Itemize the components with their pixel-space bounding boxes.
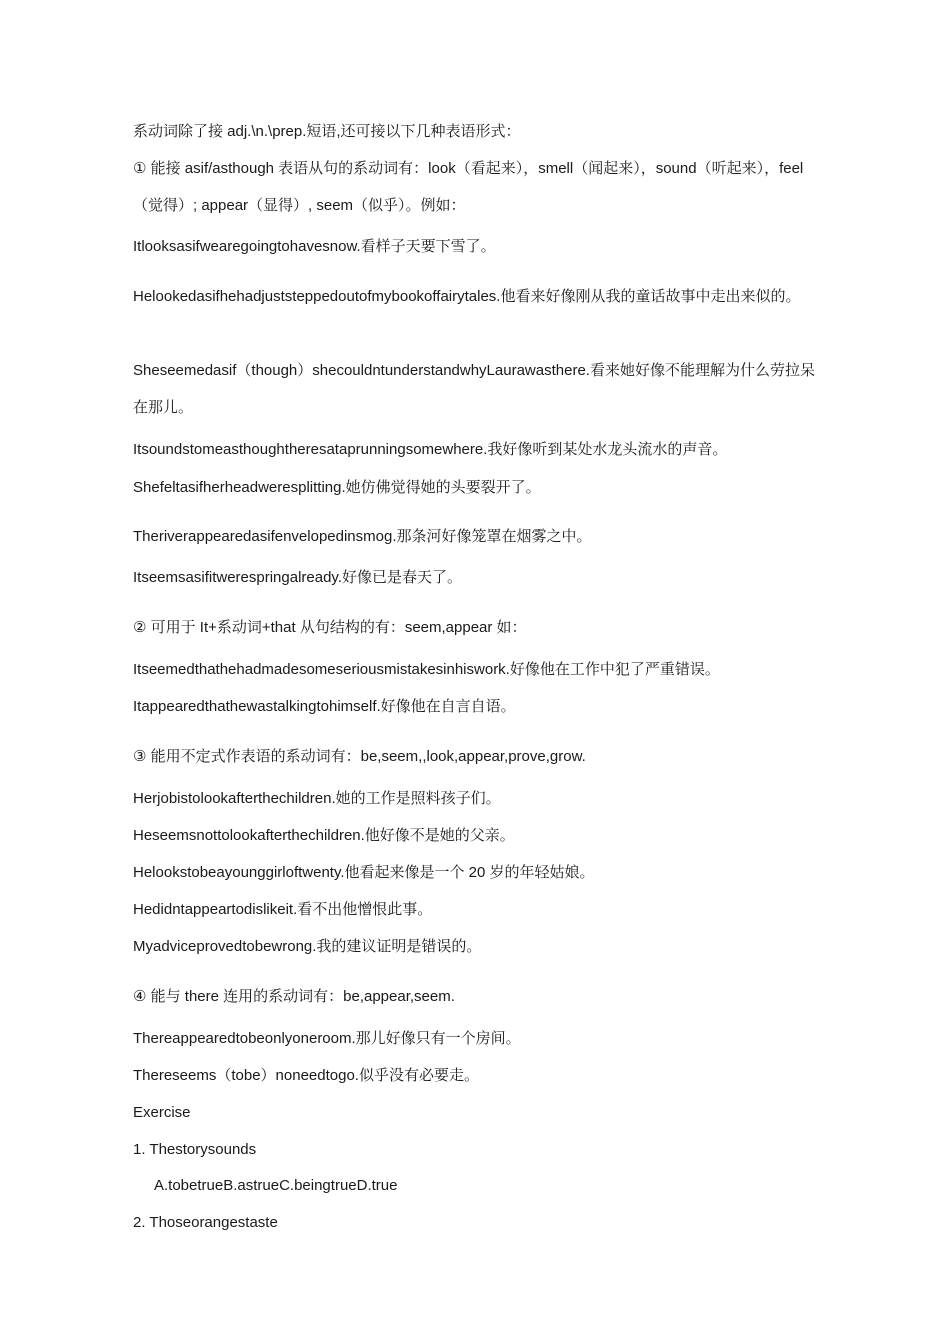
exercise-options-1: A.tobetrueB.astrueC.beingtrueD.true	[154, 1177, 398, 1194]
rule-3-heading: ③ 能用不定式作表语的系动词有：be,seem,,look,appear,prove,grow.	[133, 748, 586, 765]
example-line: Herjobistolookafterthechildren.她的工作是照料孩子们。	[133, 790, 501, 807]
intro-line: 系动词除了接 adj.\n.\prep.短语,还可接以下几种表语形式：	[133, 123, 521, 140]
example-line: Hedidntappeartodislikeit.看不出他憎恨此事。	[133, 901, 433, 918]
example-line: Helookstobeayounggirloftwenty.他看起来像是一个 20 岁的年轻姑娘。	[133, 864, 595, 881]
rule-1-heading: ① 能接 asif/asthough 表语从句的系动词有：look（看起来），smell（闻起来），sound（听起来），feel（觉得）; appear（显得）, seem（似乎）。例如：	[133, 160, 804, 214]
exercise-question-2: 2. Thoseorangestaste	[133, 1214, 278, 1231]
rule-2-heading: ② 可用于 It+系动词+that 从句结构的有：seem,appear 如：	[133, 619, 527, 636]
example-line: Myadviceprovedtobewrong.我的建议证明是错误的。	[133, 938, 482, 955]
exercise-heading: Exercise	[133, 1104, 191, 1121]
example-line: Sheseemedasif（though）shecouldntunderstandwhyLaurawasthere.看来她好像不能理解为什么劳拉呆在那儿。	[133, 362, 815, 416]
example-line: Itseemsasifitwerespringalready.好像已是春天了。	[133, 569, 462, 586]
rule-4-heading: ④ 能与 there 连用的系动词有：be,appear,seem.	[133, 988, 455, 1005]
example-line: Itappearedthathewastalkingtohimself.好像他在自言自语。	[133, 698, 516, 715]
example-line: Itsoundstomeasthoughtheresataprunningsomewhere.我好像听到某处水龙头流水的声音。	[133, 441, 728, 458]
example-line: Helookedasifhehadjuststeppedoutofmybookoffairytales.他看来好像刚从我的童话故事中走出来似的。	[133, 288, 801, 305]
example-line: Thereseems（tobe）noneedtogo.似乎没有必要走。	[133, 1067, 479, 1084]
example-line: Itseemedthathehadmadesomeseriousmistakesinhiswork.好像他在工作中犯了严重错误。	[133, 661, 720, 678]
example-line: Thereappearedtobeonlyoneroom.那儿好像只有一个房间。	[133, 1030, 521, 1047]
example-line: Itlooksasifwearegoingtohavesnow.看样子天要下雪了。	[133, 238, 496, 255]
example-line: Shefeltasifherheadweresplitting.她仿佛觉得她的头要裂开了。	[133, 479, 541, 496]
example-line: Theriverappearedasifenvelopedinsmog.那条河好像笼罩在烟雾之中。	[133, 528, 592, 545]
exercise-question-1: 1. Thestorysounds	[133, 1141, 257, 1158]
example-line: Heseemsnottolookafterthechildren.他好像不是她的父亲。	[133, 827, 515, 844]
